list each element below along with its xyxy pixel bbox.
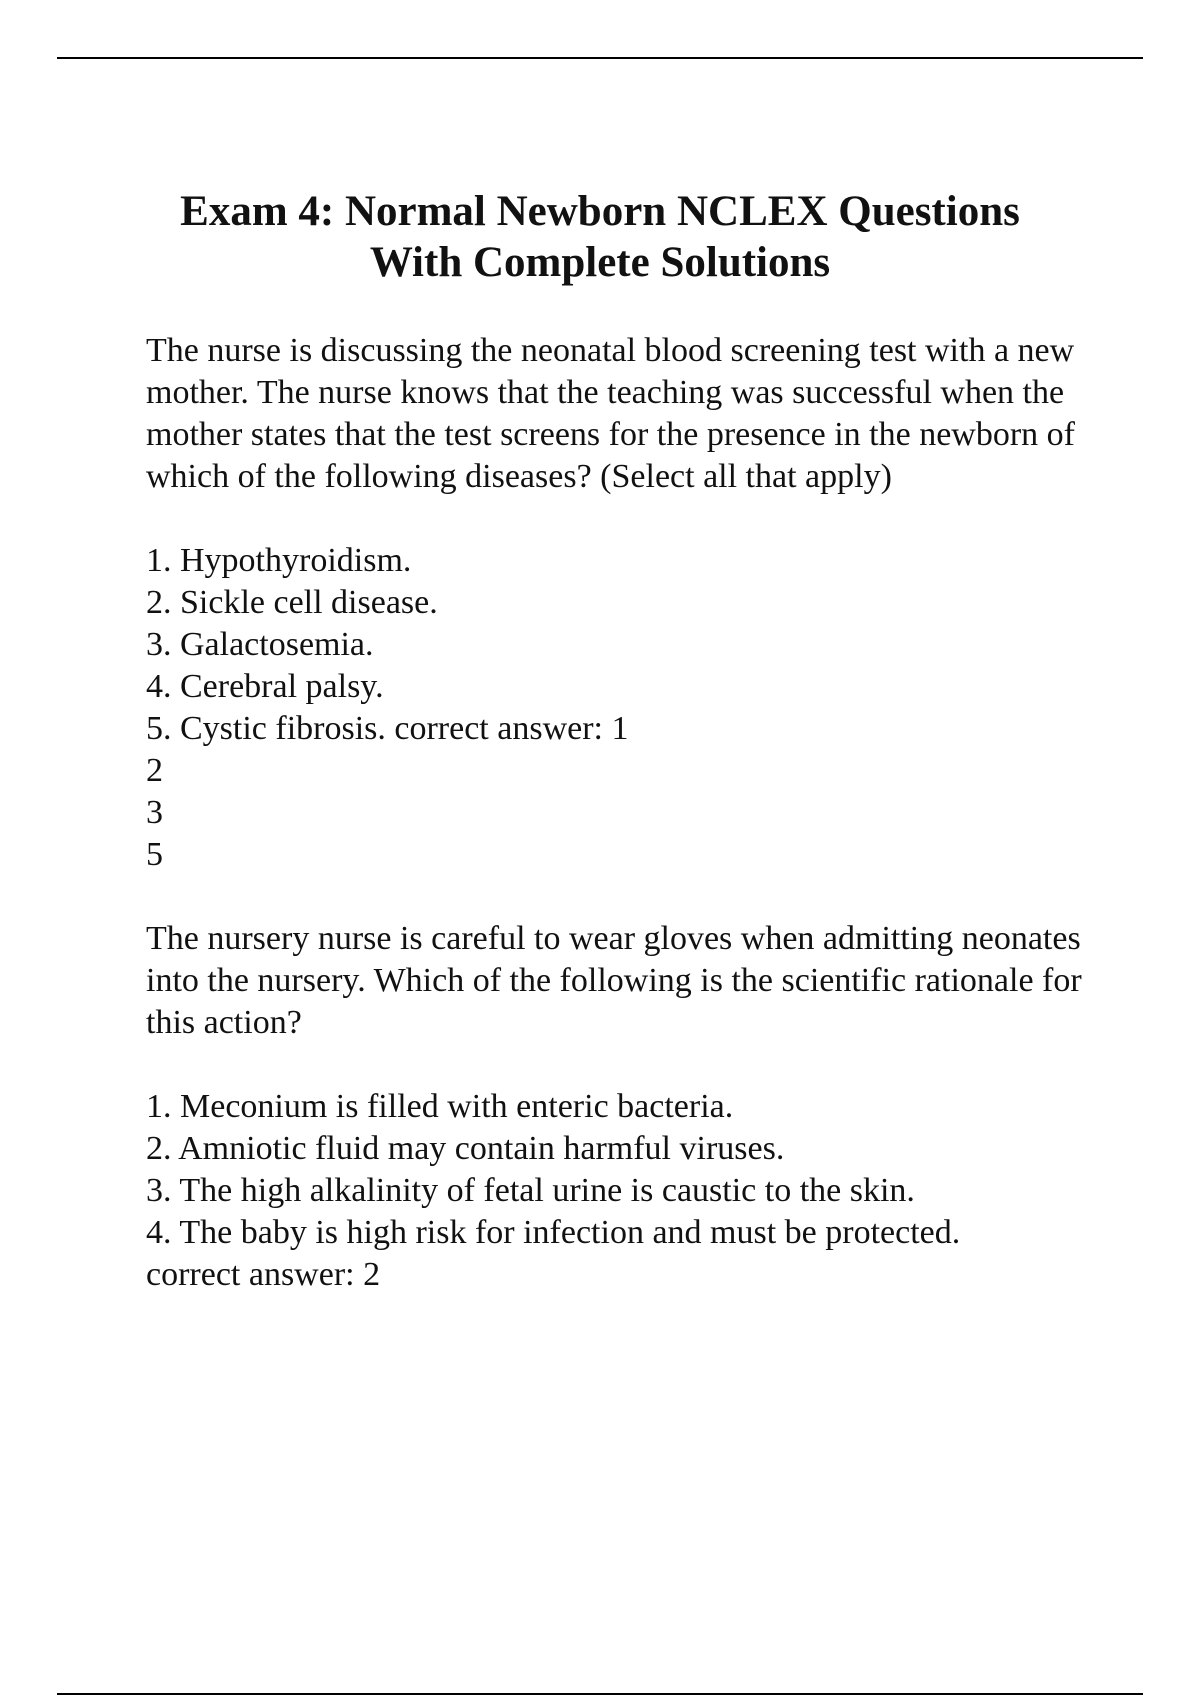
title-line-2: With Complete Solutions — [369, 239, 831, 286]
footer-rule — [57, 1693, 1143, 1695]
page-title — [100, 186, 1100, 288]
question-2-option-2: 2. Amniotic fluid may contain harmful viruses. — [146, 1130, 785, 1167]
question-2-options — [146, 1086, 1086, 1254]
question-1-option-5: 5. Cystic fibrosis. correct answer: 1 — [146, 710, 629, 747]
question-2-option-3: 3. The high alkalinity of fetal urine is caustic to the skin. — [146, 1172, 915, 1209]
header-rule — [57, 57, 1143, 59]
document-body — [146, 330, 1086, 1296]
question-1-answer-2: 2 — [146, 752, 163, 789]
question-2-answer: correct answer: 2 — [146, 1256, 381, 1293]
question-1-answer-4: 5 — [146, 836, 163, 873]
question-2-option-1: 1. Meconium is filled with enteric bacteria. — [146, 1088, 734, 1125]
question-1 — [146, 330, 1086, 876]
question-1-stem: The nurse is discussing the neonatal blood screening test with a new mother. The nurse knows that the teaching was successful when the mother states that the test screens for the presence in the newborn of which of the following diseases? (Select all that apply) — [146, 332, 1076, 495]
question-1-option-1: 1. Hypothyroidism. — [146, 542, 412, 579]
question-1-option-4: 4. Cerebral palsy. — [146, 668, 384, 705]
question-1-option-3: 3. Galactosemia. — [146, 626, 374, 663]
question-1-answer-3: 3 — [146, 794, 163, 831]
question-2 — [146, 918, 1086, 1296]
question-1-option-2: 2. Sickle cell disease. — [146, 584, 438, 621]
question-2-option-4: 4. The baby is high risk for infection and must be protected. — [146, 1214, 961, 1251]
question-2-stem: The nursery nurse is careful to wear gloves when admitting neonates into the nursery. Which of the following is the scientific rationale for this action? — [146, 920, 1082, 1041]
question-1-options — [146, 540, 1086, 876]
title-line-1: Exam 4: Normal Newborn NCLEX Questions — [180, 188, 1020, 235]
